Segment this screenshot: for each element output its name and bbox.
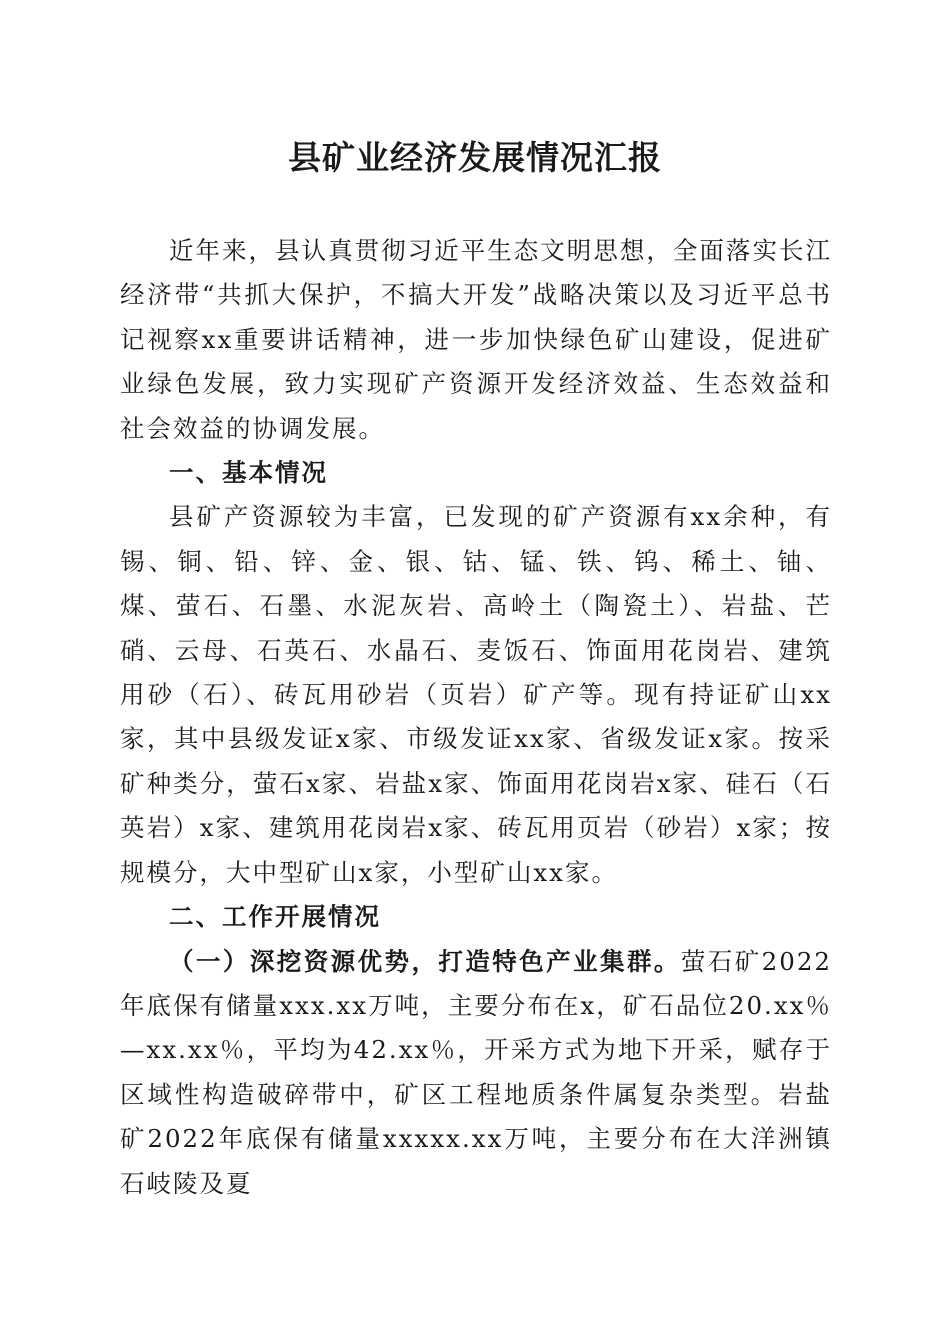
intro-paragraph: 近年来，县认真贯彻习近平生态文明思想，全面落实长江经济带“共抓大保护，不搞大开发”战略决策以及习近平总书记视察xx重要讲话精神，进一步加快绿色矿山建设，促进矿业绿色发展，致力实现矿产资源开发经济效益、生态效益和社会效益的协调发展。 [120,236,832,443]
work-progress-paragraph [120,940,832,1206]
section-heading-basic-situation: 一、基本情况 [169,458,328,488]
document-body [120,229,832,1206]
subsection-lead-title: （一）深挖资源优势，打造特色产业集群。 [169,946,681,976]
document-title: 县矿业经济发展情况汇报 [288,138,662,177]
subsection-body-text: 萤石矿2022年底保有储量xxx.xx万吨，主要分布在x，矿石品位20.xx％—xx.xx％，平均为42.xx％，开采方式为地下开采，赋存于区域性构造破碎带中，矿区工程地质条件属复杂类型。岩盐矿2022年底保有储量xxxxx.xx万吨，主要分布在大洋洲镇石岐陵及夏 [120,946,832,1198]
basic-situation-paragraph: 县矿产资源较为丰富，已发现的矿产资源有xx余种，有锡、铜、铅、锌、金、银、钴、锰、铁、钨、稀土、铀、煤、萤石、石墨、水泥灰岩、高岭土（陶瓷土）、岩盐、芒硝、云母、石英石、水晶石、麦饭石、饰面用花岗岩、建筑用砂（石）、砖瓦用砂岩（页岩）矿产等。现有持证矿山xx家，其中县级发证x家、市级发证xx家、省级发证x家。按采矿种类分，萤石x家、岩盐x家、饰面用花岗岩x家、硅石（石英岩）x家、建筑用花岗岩x家、砖瓦用页岩（砂岩）x家；按规模分，大中型矿山x家，小型矿山xx家。 [120,502,832,887]
section-heading-work-progress: 二、工作开展情况 [169,902,381,932]
